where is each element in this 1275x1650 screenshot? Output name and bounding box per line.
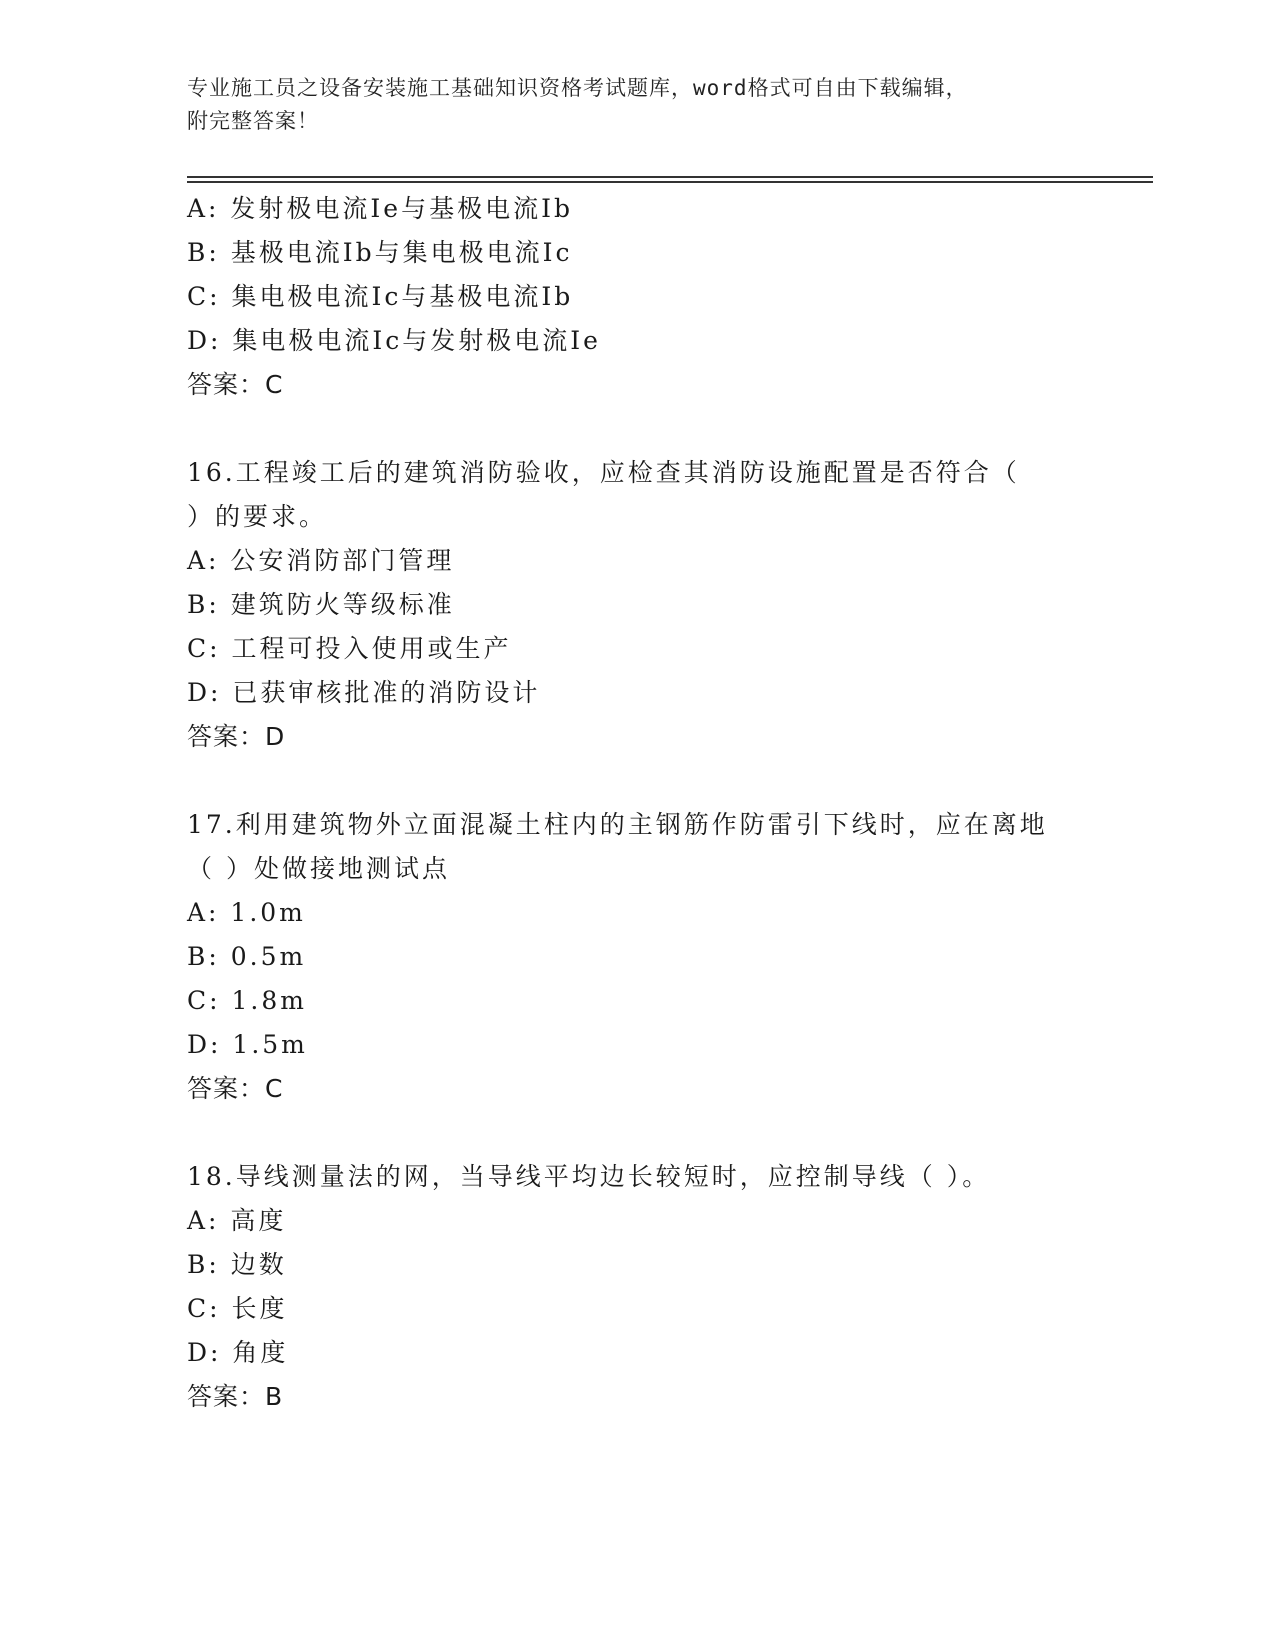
q15-option-b: B: 基极电流Ib与集电极电流Ic [187, 238, 573, 267]
header-line-2: 附完整答案！ [187, 109, 319, 133]
document-header [187, 72, 1087, 138]
q16-question-line-2: ）的要求。 [187, 502, 328, 531]
q16-option-d: D: 已获审核批准的消防设计 [187, 678, 541, 707]
header-divider-bottom [187, 181, 1153, 183]
q18-option-d: D: 角度 [187, 1338, 289, 1367]
q17-question-line-1: 17.利用建筑物外立面混凝土柱内的主钢筋作防雷引下线时，应在离地 [187, 810, 1048, 839]
q17-option-b: B: 0.5m [187, 942, 307, 971]
q17-option-a: A: 1.0m [187, 898, 306, 927]
q17-answer: 答案：C [187, 1074, 284, 1103]
q17-option-c: C: 1.8m [187, 986, 307, 1015]
q16-option-c: C: 工程可投入使用或生产 [187, 634, 512, 663]
q16-question-line-1: 16.工程竣工后的建筑消防验收，应检查其消防设施配置是否符合（ [187, 458, 1020, 487]
q15-answer: 答案：C [187, 370, 284, 399]
q18-question-line-1: 18.导线测量法的网，当导线平均边长较短时，应控制导线（ ）。 [187, 1162, 991, 1191]
q16-option-b: B: 建筑防火等级标准 [187, 590, 455, 619]
q15-option-d: D: 集电极电流Ic与发射极电流Ie [187, 326, 601, 355]
q17-question-line-2: （ ）处做接地测试点 [187, 854, 450, 883]
q18-option-a: A: 高度 [187, 1206, 287, 1235]
q18-option-c: C: 长度 [187, 1294, 288, 1323]
q18-answer: 答案：B [187, 1382, 284, 1411]
header-line-1: 专业施工员之设备安装施工基础知识资格考试题库，word格式可自由下载编辑， [187, 76, 968, 100]
q16-option-a: A: 公安消防部门管理 [187, 546, 455, 575]
q16-answer: 答案：D [187, 722, 286, 751]
q17-option-d: D: 1.5m [187, 1030, 308, 1059]
q15-option-a: A: 发射极电流Ie与基极电流Ib [187, 194, 573, 223]
q18-option-b: B: 边数 [187, 1250, 287, 1279]
header-divider-top [187, 176, 1153, 178]
q15-option-c: C: 集电极电流Ic与基极电流Ib [187, 282, 574, 311]
